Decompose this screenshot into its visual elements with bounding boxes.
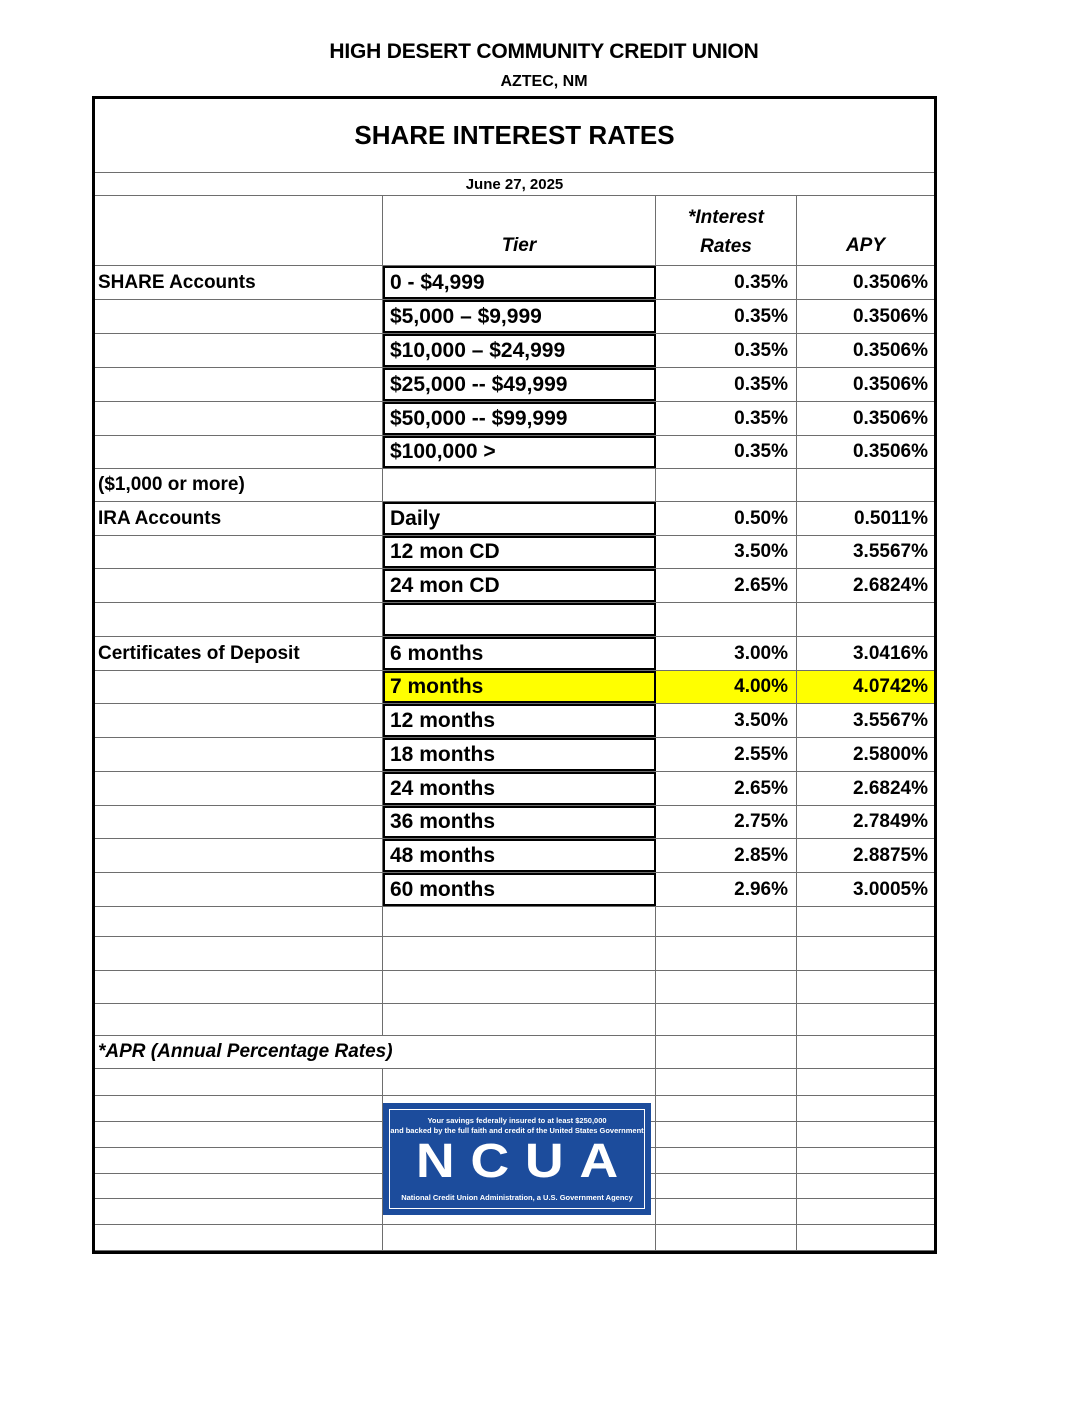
rate-cell: 0.35% <box>656 436 797 468</box>
account-label-cell <box>95 436 383 468</box>
apy-cell <box>797 1148 934 1173</box>
tier-box-cell: 18 months <box>383 738 656 771</box>
ncua-acronym: NCUA <box>415 1135 634 1188</box>
apy-column-header: APY <box>845 235 886 256</box>
table-row <box>95 266 934 300</box>
table-row <box>95 873 934 907</box>
empty-row <box>95 1225 934 1251</box>
account-label-cell: Certificates of Deposit <box>95 637 383 670</box>
apy-cell: 2.6824% <box>852 777 928 799</box>
rate-cell <box>656 1069 797 1095</box>
rate-cell: 2.85% <box>656 839 797 872</box>
rate-cell: 0.35% <box>656 266 797 299</box>
apy-cell <box>797 907 934 936</box>
empty-row <box>95 971 934 1004</box>
account-label-cell <box>95 402 383 435</box>
apy-cell <box>797 1174 934 1198</box>
apy-cell: 2.8875% <box>852 844 928 866</box>
share-interest-rates-table <box>92 96 937 1254</box>
account-label-cell <box>95 1004 383 1035</box>
table-row <box>95 469 934 502</box>
tier-box-cell: 12 mon CD <box>383 536 656 568</box>
column-header-row <box>95 196 934 266</box>
tier-column-header: Tier <box>383 196 656 265</box>
rate-cell: 2.96% <box>656 873 797 906</box>
apy-cell: 0.3506% <box>852 305 928 327</box>
tier-box-cell: $10,000 – $24,999 <box>383 334 656 367</box>
interest-header-line2: Rates <box>700 236 752 257</box>
account-label-cell <box>95 873 383 906</box>
apy-cell <box>797 603 934 636</box>
tier-cell <box>383 469 656 501</box>
table-row <box>95 772 934 806</box>
tier-box-cell <box>383 603 656 636</box>
table-row <box>95 536 934 569</box>
empty-row <box>95 907 934 937</box>
table-row <box>95 671 934 704</box>
table-row <box>95 436 934 469</box>
table-row <box>95 806 934 839</box>
footnote-label-cell: *APR (Annual Percentage Rates) <box>95 1036 656 1068</box>
apy-cell: 0.5011% <box>854 507 928 529</box>
empty-row <box>95 1069 934 1096</box>
rate-cell: 3.50% <box>656 536 797 568</box>
org-name: HIGH DESERT COMMUNITY CREDIT UNION <box>329 40 759 63</box>
rate-cell <box>656 1122 797 1147</box>
account-label-cell <box>95 1199 383 1224</box>
tier-box-cell: 24 months <box>383 772 656 805</box>
tier-box-cell: 7 months <box>383 671 656 703</box>
table-row <box>95 300 934 334</box>
table-row <box>95 704 934 738</box>
rate-cell <box>656 1096 797 1121</box>
tier-cell <box>383 1225 656 1250</box>
interest-rates-column-header <box>656 196 797 265</box>
rate-cell: 0.35% <box>656 368 797 401</box>
tier-box-cell: 0 - $4,999 <box>383 266 656 299</box>
account-label-cell <box>95 300 383 333</box>
apy-cell: 2.6824% <box>852 574 928 596</box>
tier-box-cell: 6 months <box>383 637 656 670</box>
tier-cell <box>383 907 656 936</box>
rate-cell: 2.65% <box>656 772 797 805</box>
table-row <box>95 368 934 402</box>
apy-cell <box>797 1036 934 1068</box>
rate-cell <box>656 469 797 501</box>
apy-cell: 2.5800% <box>852 743 928 765</box>
rate-cell: 2.65% <box>656 569 797 602</box>
tier-box-cell: Daily <box>383 502 656 535</box>
apy-cell: 0.3506% <box>852 407 928 429</box>
rate-cell <box>656 1036 797 1068</box>
account-label-cell <box>95 937 383 970</box>
apy-cell: 3.5567% <box>852 541 928 562</box>
rate-cell: 3.50% <box>656 704 797 737</box>
apy-cell <box>797 1225 934 1250</box>
tier-box-cell: 48 months <box>383 839 656 872</box>
account-label-cell <box>95 1096 383 1121</box>
account-label-cell <box>95 334 383 367</box>
account-label-cell <box>95 772 383 805</box>
account-label-cell: ($1,000 or more) <box>95 469 383 501</box>
tier-box-cell: $5,000 – $9,999 <box>383 300 656 333</box>
apy-cell: 3.5567% <box>852 709 928 731</box>
rate-cell <box>656 1199 797 1224</box>
apy-cell <box>797 1096 934 1121</box>
table-row <box>95 569 934 603</box>
account-label-cell <box>95 536 383 568</box>
account-label-cell <box>95 839 383 872</box>
table-title: SHARE INTEREST RATES <box>95 99 934 173</box>
table-row <box>95 402 934 436</box>
apy-cell: 0.3506% <box>852 441 928 462</box>
tier-box-cell: $100,000 > <box>383 436 656 468</box>
apy-cell: 2.7849% <box>852 811 928 832</box>
account-label-cell: IRA Accounts <box>95 502 383 535</box>
empty-row <box>95 603 934 637</box>
rate-cell <box>656 603 797 636</box>
rate-cell: 4.00% <box>656 671 797 703</box>
table-row <box>95 334 934 368</box>
table-row <box>95 502 934 536</box>
account-label-cell <box>95 1174 383 1198</box>
empty-row <box>95 1004 934 1036</box>
rate-cell: 2.55% <box>656 738 797 771</box>
rate-cell <box>656 1225 797 1250</box>
tier-box-cell: 12 months <box>383 704 656 737</box>
account-label-cell <box>95 1148 383 1173</box>
ncua-logo-inner-border <box>389 1109 645 1209</box>
tier-box-cell: $25,000 -- $49,999 <box>383 368 656 401</box>
rate-cell <box>656 937 797 970</box>
footnote-row <box>95 1036 934 1069</box>
account-type-header-cell <box>95 196 383 265</box>
account-label-cell <box>95 738 383 771</box>
apy-cell: 0.3506% <box>852 339 928 361</box>
empty-row <box>95 937 934 971</box>
apy-cell: 0.3506% <box>852 373 928 395</box>
account-label-cell <box>95 704 383 737</box>
apy-cell <box>797 937 934 970</box>
account-label-cell <box>95 971 383 1003</box>
tier-cell <box>383 1069 656 1095</box>
account-label-cell <box>95 806 383 838</box>
interest-header-line1: *Interest <box>687 207 765 228</box>
rate-cell <box>656 971 797 1003</box>
rate-cell: 0.50% <box>656 502 797 535</box>
account-label-cell <box>95 671 383 703</box>
ncua-insurance-text: Your savings federally insured to at least $250,000 and backed by the full faith and credit of the United States Government <box>390 1116 644 1135</box>
rate-cell <box>656 1148 797 1173</box>
apy-cell <box>797 971 934 1003</box>
apy-cell: 0.3506% <box>852 271 928 293</box>
account-label-cell <box>95 603 383 636</box>
rate-cell <box>656 1174 797 1198</box>
apy-cell <box>797 1069 934 1095</box>
rate-date: June 27, 2025 <box>95 173 934 196</box>
apy-cell <box>797 1004 934 1035</box>
tier-cell <box>383 937 656 970</box>
rate-cell: 2.75% <box>656 806 797 838</box>
tier-box-cell: 60 months <box>383 873 656 906</box>
rate-cell: 0.35% <box>656 402 797 435</box>
ncua-agency-text: National Credit Union Administration, a U.S. Government Agency <box>401 1193 633 1202</box>
org-location: AZTEC, NM <box>500 73 588 90</box>
tier-box-cell: $50,000 -- $99,999 <box>383 402 656 435</box>
account-label-cell <box>95 368 383 401</box>
account-label-cell: SHARE Accounts <box>95 266 383 299</box>
account-label-cell <box>95 1225 383 1250</box>
tier-cell <box>383 971 656 1003</box>
tier-box-cell: 24 mon CD <box>383 569 656 602</box>
table-row <box>95 637 934 671</box>
apy-cell: 3.0416% <box>852 642 928 664</box>
apy-cell: 3.0005% <box>852 878 928 900</box>
apy-cell <box>797 469 934 501</box>
account-label-cell <box>95 1069 383 1095</box>
rate-cell <box>656 1004 797 1035</box>
account-label-cell <box>95 907 383 936</box>
ncua-logo <box>383 1103 651 1215</box>
table-row <box>95 839 934 873</box>
tier-cell <box>383 1004 656 1035</box>
table-row <box>95 738 934 772</box>
rate-cell <box>656 907 797 936</box>
account-label-cell <box>95 569 383 602</box>
apy-cell <box>797 1122 934 1147</box>
apy-cell: 4.0742% <box>797 671 934 703</box>
tier-box-cell: 36 months <box>383 806 656 838</box>
account-label-cell <box>95 1122 383 1147</box>
rate-cell: 0.35% <box>656 300 797 333</box>
rate-cell: 0.35% <box>656 334 797 367</box>
rate-cell: 3.00% <box>656 637 797 670</box>
apy-cell <box>797 1199 934 1224</box>
